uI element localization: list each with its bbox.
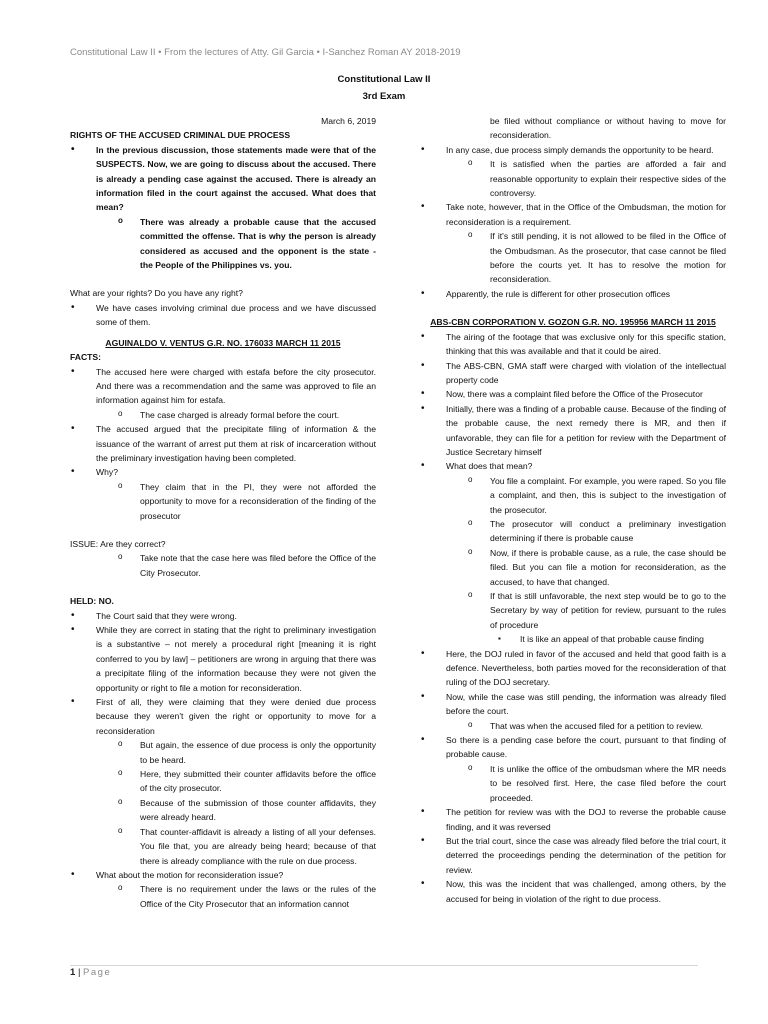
sub-bullet-item: o If that is still unfavorable, the next step would be to go to the Secretary by way of petition for review, pursuant to the rules of procedure <box>420 589 726 632</box>
sub-bullet-item: o They claim that in the PI, they were not afforded the opportunity to move for a reconsideration of the finding of the prosecutor <box>70 480 376 523</box>
bullet-item: • In any case, due process simply demands the opportunity to be heard. <box>420 143 726 157</box>
bullet-item: • Why? <box>70 465 376 479</box>
sub-bullet-item: o That counter-affidavit is already a listing of all your defenses. You file that, you are already being heard; because of that there is already compliance with the rule on due process. <box>70 825 376 868</box>
case-title: AGUINALDO V. VENTUS G.R. NO. 176033 MARCH 11 2015 <box>105 337 341 348</box>
bullet-item: • But the trial court, since the case was already filed before the trial court, it deterred the proceedings pending the determination of the petition for review. <box>420 834 726 877</box>
facts-label: FACTS: <box>70 352 102 363</box>
section-heading: RIGHTS OF THE ACCUSED CRIMINAL DUE PROCESS <box>70 130 291 141</box>
bullet-item: • Take note, however, that in the Office of the Ombudsman, the motion for reconsideration is a requirement. <box>420 200 726 229</box>
sub-bullet-item: o But again, the essence of due process is only the opportunity to be heard. <box>70 738 376 767</box>
bullet-item: • We have cases involving criminal due process and we have discussed some of them. <box>70 301 376 330</box>
sub-bullet-item: o The case charged is already formal before the court. <box>70 408 376 422</box>
bullet-item: • What does that mean? <box>420 459 726 473</box>
sub-bullet-item: o There was already a probable cause that the accused committed the offense. That is why the person is already considered as accused and the opponent is the state - the People of the Philippines vs. you. <box>70 215 376 273</box>
page-footer <box>70 967 111 978</box>
bullet-item: • The airing of the footage that was exclusive only for this specific station, thinking that this was available and that it could be aired. <box>420 330 726 359</box>
page-number: 1 <box>70 967 76 978</box>
bullet-item: • Here, the DOJ ruled in favor of the accused and held that good faith is a defence. Nevertheless, both parties moved for the reconsideration of that ruling of the DOJ secretary. <box>420 647 726 690</box>
sub-bullet-item: o It is unlike the office of the ombudsman where the MR needs to be resolved first. Here, the case filed before the court proceeded. <box>420 762 726 805</box>
bullet-item: • Initially, there was a finding of a probable cause. Because of the finding of the probable cause, the next remedy there is MR, and then if unfavorable, they can file for a petition for review with the Department of Justice Secretary himself <box>420 402 726 460</box>
sub-bullet-item: o It is satisfied when the parties are afforded a fair and reasonable opportunity to explain their respective sides of the controversy. <box>420 157 726 200</box>
footer-divider <box>70 965 698 966</box>
bullet-item: • Apparently, the rule is different for other prosecution offices <box>420 287 726 301</box>
bullet-item: • The ABS-CBN, GMA staff were charged with violation of the intellectual property code <box>420 359 726 388</box>
left-column <box>70 114 376 911</box>
continued-text: be filed without compliance or without having to move for reconsideration. <box>490 116 726 141</box>
title-block <box>0 71 768 105</box>
document-title: Constitutional Law II <box>337 74 431 85</box>
sub-bullet-item: o Because of the submission of those counter affidavits, they were already heard. <box>70 796 376 825</box>
footer-separator: | <box>77 967 81 978</box>
bullet-item: • Now, this was the incident that was challenged, among others, by the accused for being in violation of the right to due process. <box>420 877 726 906</box>
sub-bullet-item: o You file a complaint. For example, you were raped. So you file a complaint, and then, this is subject to the investigation of the prosecutor. <box>420 474 726 517</box>
held-label: HELD: NO. <box>70 596 114 607</box>
sub-bullet-item: o Here, they submitted their counter affidavits before the office of the city prosecutor. <box>70 767 376 796</box>
bullet-item: • What about the motion for reconsideration issue? <box>70 868 376 882</box>
sub-bullet-item: o Now, if there is probable cause, as a rule, the case should be filed. But you can file a motion for reconsideration, as the accused, to have that changed. <box>420 546 726 589</box>
case-title: ABS-CBN CORPORATION V. GOZON G.R. NO. 195956 MARCH 11 2015 <box>430 317 716 328</box>
bullet-item: • The petition for review was with the DOJ to reverse the probable cause finding, and it was reversed <box>420 805 726 834</box>
lecture-date: March 6, 2019 <box>321 116 376 126</box>
page-label: Page <box>83 967 112 978</box>
bullet-item: • In the previous discussion, those statements made were that of the SUSPECTS. Now, we are going to discuss about the accused. There is already a pending case against the accused. There is already an information filed in the court against the accused. What does that mean? <box>70 143 376 215</box>
question-text: What are your rights? Do you have any right? <box>70 288 243 299</box>
bullet-item: • Now, while the case was still pending, the information was already filed before the court. <box>420 690 726 719</box>
sub-bullet-item: o If it's still pending, it is not allowed to be filed in the Office of the Ombudsman. As the prosecutor, that case cannot be filed before the courts yet. It has to resolve the motion for reconsideration. <box>420 229 726 287</box>
sub-bullet-item: o Take note that the case here was filed before the Office of the City Prosecutor. <box>70 551 376 580</box>
running-header: Constitutional Law II • From the lectures of Atty. Gil Garcia • I-Sanchez Roman AY 2018-2019 <box>70 47 461 58</box>
sub-bullet-item: o There is no requirement under the laws or the rules of the Office of the City Prosecutor that an information cannot <box>70 882 376 911</box>
sub-bullet-item: o The prosecutor will conduct a preliminary investigation determining if there is probable cause <box>420 517 726 546</box>
sub-sub-bullet-item: ▪ It is like an appeal of that probable cause finding <box>420 632 726 646</box>
issue-label: ISSUE: Are they correct? <box>70 538 166 549</box>
bullet-item: • Now, there was a complaint filed before the Office of the Prosecutor <box>420 387 726 401</box>
bullet-item: • While they are correct in stating that the right to preliminary investigation is a substantive – not merely a procedural right [meaning it is right conferred to you by law] – petitioners are wrong in arguing that there was a precipitate filing of the information because they were not given the opportunity or right to file a motion for reconsideration. <box>70 623 376 695</box>
bullet-item: • The accused here were charged with estafa before the city prosecutor. And there was a recommendation and the same was approved to file an information against him for estafa. <box>70 365 376 408</box>
bullet-item: • The Court said that they were wrong. <box>70 609 376 623</box>
sub-bullet-item: o That was when the accused filed for a petition to review. <box>420 719 726 733</box>
right-column <box>420 114 726 906</box>
bullet-item: • The accused argued that the precipitate filing of information & the issuance of the warrant of arrest put them at risk of incarceration without the preliminary investigation having been completed. <box>70 422 376 465</box>
bullet-item: • So there is a pending case before the court, pursuant to that finding of probable cause. <box>420 733 726 762</box>
document-subtitle: 3rd Exam <box>362 91 406 102</box>
bullet-item: • First of all, they were claiming that they were denied due process because they weren't given the right or opportunity to move for a reconsideration <box>70 695 376 738</box>
